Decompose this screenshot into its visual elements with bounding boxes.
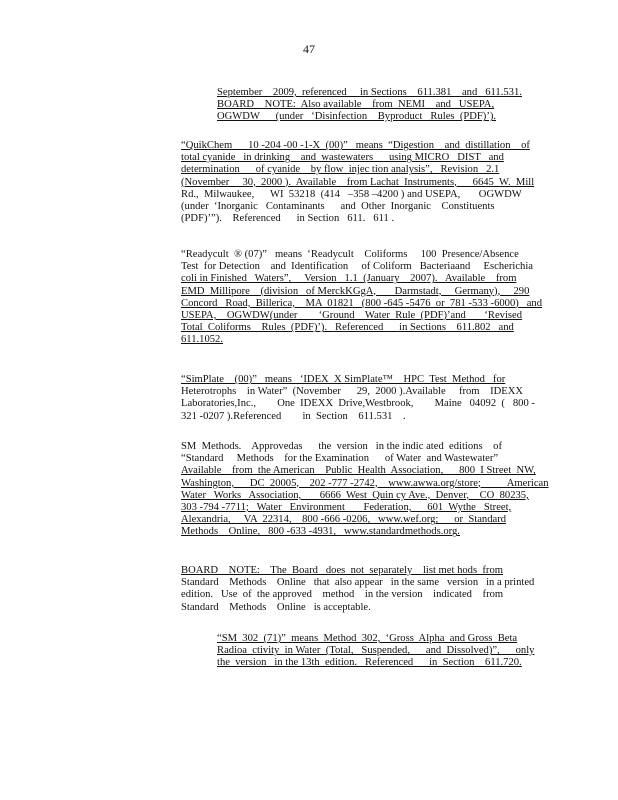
text-line: the version in the 13th edition. Referenced in Section 611.720.: [217, 657, 522, 669]
text-line: coli in Finished Waters”, Version 1.1 (January 2007). Available from: [181, 273, 517, 285]
text-line: (November 30, 2000 ). Available from Lachat Instruments, 6645 W. Mill: [181, 176, 535, 188]
text-line: 611.1052.: [181, 334, 223, 346]
paragraph-sm-methods: [181, 441, 549, 539]
text-line: Radioa ctivity in Water (Total, Suspended, and Dissolved)”, only: [217, 645, 535, 657]
text-line: September 2009, referenced in Sections 611.381 and 611.531.: [217, 87, 522, 98]
paragraph-september-2009: [217, 87, 522, 124]
text-line: “QuikChem 10 -204 -00 -1-X (00)” means “Digestion and distillation of: [181, 140, 530, 151]
text-line: 303 -794 -7711; Water Environment Federation, 601 Wythe Street,: [181, 502, 512, 514]
text-line: edition. Use of the approved method in the version indicated from: [181, 589, 504, 601]
text-line: Methods Online, 800 -633 -4931, www.standardmethods.org.: [181, 526, 460, 538]
text-line: EMD Millipore (division of MerckKGgA, Darmstadt, Germany), 290: [181, 285, 530, 297]
paragraph-sm-302: [217, 633, 534, 670]
text-line: total cyanide in drinking and wastewaters using MICRO DIST and: [181, 152, 504, 164]
text-line: Heterotrophs in Water” (November 29, 2000 ).Available from IDEXX: [181, 386, 524, 398]
text-line: Available from the American Public Health Association, 800 I Street NW,: [181, 465, 536, 477]
text-line: Water Works Association, 6666 West Quin cy Ave., Denver, CO 80235,: [181, 489, 529, 501]
text-line: Laboratories,Inc., One IDEXX Drive,Westbrook, Maine 04092 ( 800 -: [181, 398, 535, 410]
text-line: Total Coliforms Rules (PDF)’). Referenced in Sections 611.802 and: [181, 322, 514, 334]
text-line: Test for Detection and Identification of Coliform Bacteriaand Escherichia: [181, 261, 533, 273]
text-line: OGWDW (under ‘Disinfection Byproduct Rules (PDF)’).: [217, 111, 497, 123]
text-line: 321 -0207 ).Referenced in Section 611.531 .: [181, 410, 406, 422]
text-line: USEPA, OGWDW(under ‘Ground Water Rule (PDF)’and ‘Revised: [181, 310, 523, 322]
text-line: BOARD NOTE: The Board does not separately list met hods from: [181, 565, 503, 576]
text-line: (PDF)’”). Referenced in Section 611. 611 .: [181, 213, 395, 225]
paragraph-board-note: [181, 565, 534, 614]
text-line: Concord Road, Billerica, MA 01821 (800 -645 -5476 or 781 -533 -6000) and: [181, 297, 543, 309]
page-number: 47: [303, 42, 315, 56]
text-line: SM Methods. Approvedas the version in the indic ated editions of: [181, 441, 503, 452]
text-line: (under ‘Inorganic Contaminants and Other Inorganic Constituents: [181, 201, 495, 213]
paragraph-readycult: [181, 249, 542, 347]
text-line: Washington, DC 20005, 202 -777 -2742, www.awwa.org/store; American: [181, 477, 549, 489]
text-line: determination of cyanide by flow injec tion analysis”, Revision 2.1: [181, 164, 500, 176]
text-line: BOARD NOTE: Also available from NEMI and USEPA,: [217, 99, 495, 111]
paragraph-simplate: [181, 374, 535, 423]
text-line: “SimPlate (00)” means ‘IDEX X SimPlate™ HPC Test Method for: [181, 374, 506, 385]
text-line: “Standard Methods for the Examination of Water and Wastewater”: [181, 453, 499, 465]
text-line: “Readycult ® (07)” means ‘Readycult Coliforms 100 Presence/Absence: [181, 249, 519, 260]
text-line: Standard Methods Online that also appear in the same version in a printed: [181, 577, 535, 589]
text-line: Standard Methods Online is acceptable.: [181, 601, 371, 613]
text-line: “SM 302 (71)” means Method 302, ‘Gross Alpha and Gross Beta: [217, 633, 518, 644]
paragraph-quikchem: [181, 140, 534, 225]
text-line: Rd., Milwaukee, WI 53218 (414 –358 –4200 ) and USEPA, OGWDW: [181, 188, 522, 200]
text-line: Alexandria, VA 22314, 800 -666 -0206, www.wef.org; or Standard: [181, 514, 507, 526]
